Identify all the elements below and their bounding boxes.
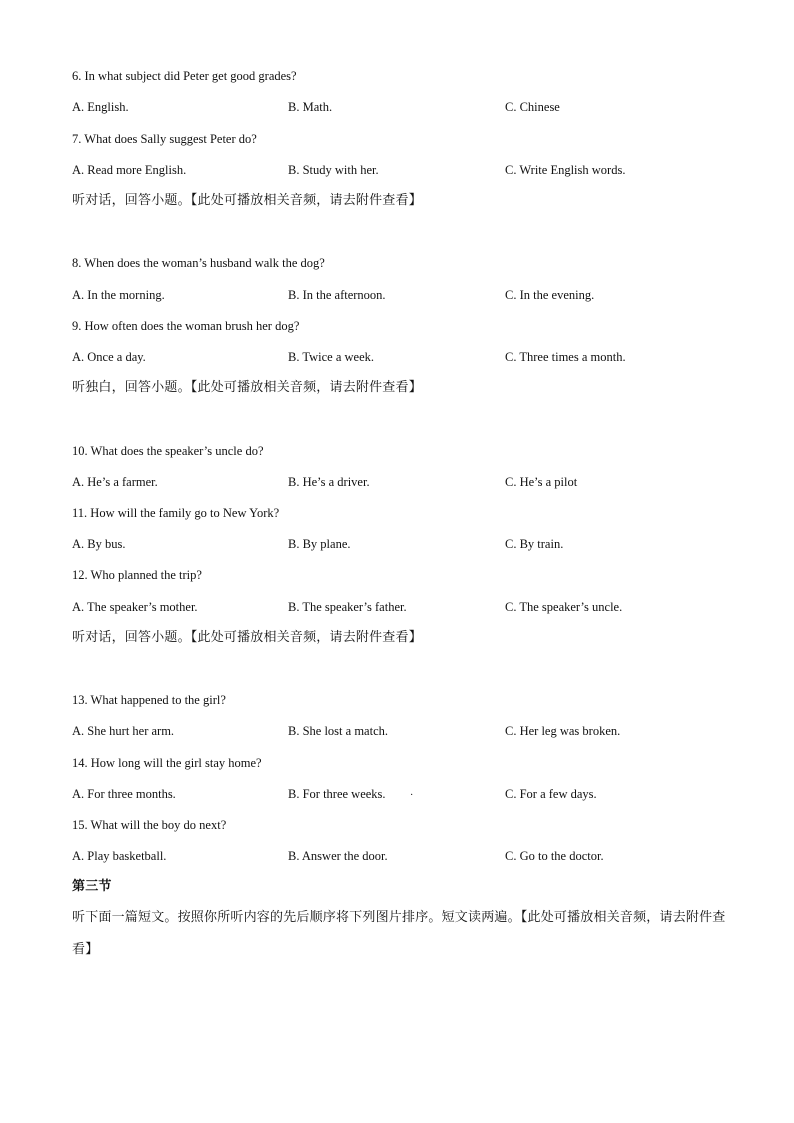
- question-9-option-b: B. Twice a week.: [288, 350, 375, 364]
- question-9-option-a: A. Once a day.: [72, 350, 146, 364]
- question-12-option-a: A. The speaker’s mother.: [72, 600, 198, 614]
- question-10-option-c: C. He’s a pilot: [505, 475, 578, 489]
- question-6-option-b: B. Math.: [288, 100, 333, 114]
- instruction-dialogue-2: 听对话，回答小题。【此处可播放相关音频，请去附件查看】: [72, 630, 422, 645]
- question-8-option-b: B. In the afternoon.: [288, 288, 386, 302]
- question-15-stem: 15. What will the boy do next?: [72, 818, 227, 832]
- question-15-option-b: B. Answer the door.: [288, 849, 388, 863]
- question-15-option-a: A. Play basketball.: [72, 849, 167, 863]
- question-8-option-a: A. In the morning.: [72, 288, 165, 302]
- question-10-option-a: A. He’s a farmer.: [72, 475, 158, 489]
- question-9-option-c: C. Three times a month.: [505, 350, 626, 364]
- question-11-option-b: B. By plane.: [288, 537, 351, 551]
- question-8-stem: 8. When does the woman’s husband walk the dog?: [72, 256, 325, 270]
- question-10-stem: 10. What does the speaker’s uncle do?: [72, 444, 264, 458]
- question-6-stem: 6. In what subject did Peter get good grades?: [72, 69, 297, 83]
- question-11-option-a: A. By bus.: [72, 537, 126, 551]
- question-13-option-c: C. Her leg was broken.: [505, 724, 621, 738]
- question-6-option-a: A. English.: [72, 100, 129, 114]
- section-3-heading: 第三节: [72, 879, 112, 894]
- question-10-option-b: B. He’s a driver.: [288, 475, 370, 489]
- question-13-option-a: A. She hurt her arm.: [72, 724, 175, 738]
- question-9-stem: 9. How often does the woman brush her dog?: [72, 319, 300, 333]
- instruction-monologue: 听独白，回答小题。【此处可播放相关音频，请去附件查看】: [72, 380, 422, 395]
- question-12-option-b: B. The speaker’s father.: [288, 600, 407, 614]
- question-7-option-c: C. Write English words.: [505, 163, 626, 177]
- question-6-option-c: C. Chinese: [505, 100, 560, 114]
- question-7-option-b: B. Study with her.: [288, 163, 379, 177]
- question-14-option-b: B. For three weeks.: [288, 787, 386, 801]
- question-11-option-c: C. By train.: [505, 537, 564, 551]
- instruction-dialogue-1: 听对话，回答小题。【此处可播放相关音频，请去附件查看】: [72, 193, 422, 208]
- question-13-option-b: B. She lost a match.: [288, 724, 388, 738]
- question-12-stem: 12. Who planned the trip?: [72, 568, 202, 582]
- question-8-option-c: C. In the evening.: [505, 288, 595, 302]
- question-12-option-c: C. The speaker’s uncle.: [505, 600, 623, 614]
- section-3-instructions: 听下面一篇短文。按照你所听内容的先后顺序将下列图片排序。短文读两遍。【此处可播放相关音频，请去附件查看】: [72, 910, 726, 957]
- question-11-stem: 11. How will the family go to New York?: [72, 506, 280, 520]
- question-14-option-a: A. For three months.: [72, 787, 176, 801]
- question-7-option-a: A. Read more English.: [72, 163, 187, 177]
- question-7-stem: 7. What does Sally suggest Peter do?: [72, 132, 257, 146]
- question-14-stem: 14. How long will the girl stay home?: [72, 756, 262, 770]
- stray-dot-mark: ·: [410, 790, 414, 801]
- question-15-option-c: C. Go to the doctor.: [505, 849, 604, 863]
- question-14-option-c: C. For a few days.: [505, 787, 597, 801]
- question-13-stem: 13. What happened to the girl?: [72, 693, 226, 707]
